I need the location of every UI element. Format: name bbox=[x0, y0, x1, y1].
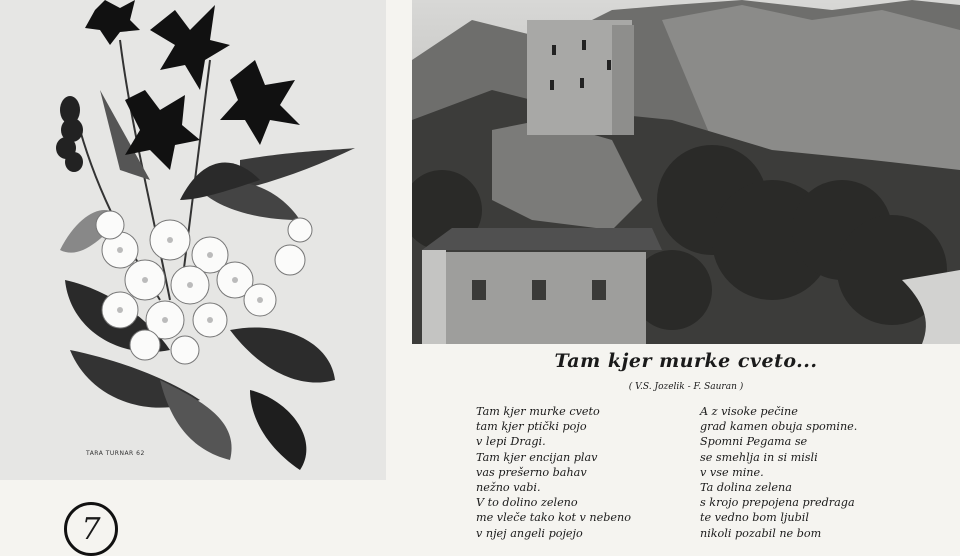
lyric-line: nikoli pozabil ne bom bbox=[700, 526, 822, 540]
lyric-line: grad kamen obuja spomine. bbox=[700, 420, 858, 434]
lyric-line: s krojo prepojena predraga bbox=[700, 496, 855, 510]
lyric-line: me vleče tako kot v nebeno bbox=[476, 511, 631, 525]
lyric-line: nežno vabi. bbox=[476, 480, 541, 494]
lyric-line: v njej angeli pojejo bbox=[476, 526, 583, 540]
lyric-line: tam kjer ptički pojo bbox=[476, 420, 587, 434]
verse-left bbox=[476, 404, 686, 541]
page-number-badge: 7 bbox=[64, 502, 118, 556]
verse-right bbox=[700, 404, 940, 541]
lyric-line: Ta dolina zelena bbox=[700, 480, 792, 494]
lyric-line: A z visoke pečine bbox=[700, 405, 798, 418]
flower-illustration bbox=[0, 0, 386, 480]
artist-signature: TARA TURNAR 62 bbox=[86, 450, 145, 457]
lyric-line: Tam kjer murke cveto bbox=[476, 405, 600, 418]
song-credits: ( V.S. Jozelik - F. Sauran ) bbox=[628, 382, 744, 392]
lyric-line: V to dolino zeleno bbox=[476, 496, 578, 510]
lyric-line: te vedno bom ljubil bbox=[700, 511, 809, 525]
lyric-line: vas prešerno bahav bbox=[476, 465, 587, 479]
lyric-line: Spomni Pegama se bbox=[700, 435, 808, 449]
lyric-line: v lepi Dragi. bbox=[476, 435, 546, 449]
song-title: Tam kjer murke cveto... bbox=[554, 350, 818, 372]
lyric-line: v vse mine. bbox=[700, 465, 764, 479]
lyric-line: se smehlja in si misli bbox=[700, 450, 818, 464]
castle-photo bbox=[412, 0, 960, 344]
lyric-line: Tam kjer encijan plav bbox=[476, 450, 598, 464]
